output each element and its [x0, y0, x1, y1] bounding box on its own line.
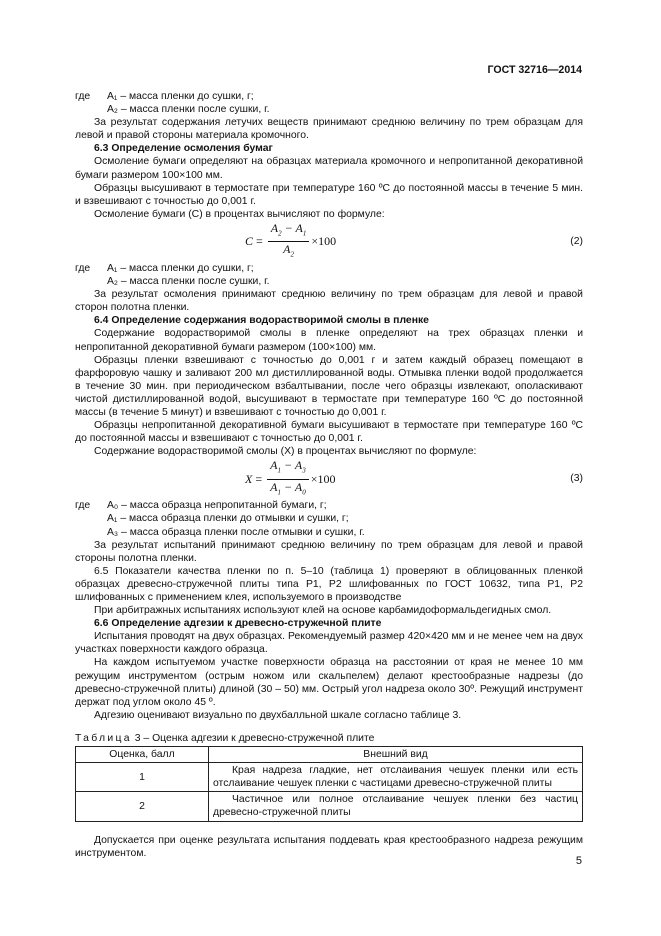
paragraph-6-4-3: Образцы непропитанной декоративной бумаги высушивают в термостате при температуре 160 ºС до постоянной массы и взвешивают с точностью до 0,001 г. [75, 420, 583, 445]
table-row [76, 763, 583, 792]
paragraph-final-note: Допускается при оценке результата испытания поддевать края крестообразного надреза режущим инструментом. [75, 834, 583, 859]
paragraph-6-4-5: За результат испытаний принимают среднюю величину по трем образцам для левой и правой стороны полотна пленки. [75, 539, 583, 564]
paragraph-6-5-2: При арбитражных испытаниях используют клей на основе карбамидоформальдегидных смол. [94, 605, 552, 617]
paragraph-6-4-2: Образцы пленки взвешивают с точностью до 0,001 г и затем каждый образец помещают в фарфоровую чашку и заливают 200 мл дистиллированной воды. Отмывка пленки водой продолжается в течение 30 мин. при периодическом взбалтывании, после чего образцы извлекают, ополаскивают чистой дистиллированной водой, высушивают в термостате при температуре 160 ºС до постоянной массы (в течение 5 минут) и взвешивают с точностью до 0,001 г. [75, 354, 583, 418]
where-block-1 [75, 90, 583, 103]
table-row [76, 792, 583, 821]
formula-number-2: (2) [570, 235, 583, 247]
where-block-3 [75, 499, 583, 512]
paragraph-6-6-2: На каждом испытуемом участке поверхности образца на расстоянии от края не менее 10 мм режущим инструментом (острым ножом или скальпелем) делают крестообразные надрезы (до древесно-стружечной плиты) длиной (30 – 50) мм. Острый угол надреза около 30º. Режущий инструмент держат под углом около 45 º. [75, 657, 583, 708]
table-caption-text: 3 – Оценка адгезии к древесно-стружечной плите [134, 732, 375, 744]
table-caption-word: Таблица [75, 732, 132, 744]
paragraph-6-6-3: Адгезию оценивают визуально по двухбалльной шкале согласно таблице 3. [94, 709, 462, 721]
heading-6-3: 6.3 Определение осмоления бумаг [94, 143, 273, 155]
paragraph-volatile: За результат содержания летучих веществ принимают среднюю величину по трем образцам для левой и правой стороны материала кромочного. [75, 117, 583, 142]
where-item-a1: A₁ – масса пленки до сушки, г; [107, 91, 254, 102]
page-content [75, 90, 583, 860]
table-3-caption [75, 732, 583, 745]
column-header-score: Оценка, балл [76, 747, 209, 763]
column-header-appearance: Внешний вид [209, 747, 583, 763]
paragraph-6-4-1: Содержание водорастворимой смолы в пленке определяют на трех образцах пленки и непропитанной декоративной бумаги размером (100×100) мм. [75, 328, 583, 353]
paragraph-6-4-4: Содержание водорастворимой смолы (Х) в процентах вычисляют по формуле: [94, 446, 477, 458]
where-block-2 [75, 262, 583, 275]
paragraph-6-3-4: За результат осмоления принимают среднюю величину по трем образцам для левой и правой сторон полотна пленки. [75, 289, 583, 314]
where-word: где [75, 500, 91, 512]
cell-appearance: Края надреза гладкие, нет отслаивания чешуек пленки или есть отслаивание чешуек пленки с частицами древесно-стружечной плиты [209, 763, 583, 792]
heading-6-6: 6.6 Определение адгезии к древесно-стружечной плите [94, 618, 382, 630]
page-number: 5 [575, 855, 582, 867]
formula-2: C = $\frac{A_2 - A_1}{A_2}$ ×100 (2) [245, 220, 583, 259]
cell-score: 1 [76, 763, 209, 792]
paragraph-6-6-1: Испытания проводят на двух образцах. Рекомендуемый размер 420×420 мм и не менее чем на двух участках поверхности каждого образца. [75, 631, 583, 656]
paragraph-6-3-1: Осмоление бумаги определяют на образцах материала кромочного и непропитанной декоративной бумаги размером 100×100 мм. [75, 156, 583, 181]
where-item-a2: A₂ – масса пленки после сушки, г. [107, 104, 270, 116]
table-3 [75, 746, 583, 821]
heading-6-4: 6.4 Определение содержания водорастворимой смолы в пленке [94, 315, 429, 327]
paragraph-6-5-1: 6.5 Показатели качества пленки по п. 5–10 (таблица 1) проверяют в облицованных пленкой образцах древесно-стружечной плиты типа Р1, Р2 шлифованных по ГОСТ 10632, типа Р1, Р2 шлифованных с применением клея, используемого в производстве [75, 565, 583, 603]
table-header-row [76, 747, 583, 763]
formula-number-3: (3) [570, 473, 583, 485]
paragraph-6-3-2: Образцы высушивают в термостате при температуре 160 ºС до постоянной массы в течение 5 мин. и взвешивают с точностью до 0,001 г. [75, 182, 583, 207]
paragraph-6-3-3: Осмоление бумаги (С) в процентах вычисляют по формуле: [94, 208, 385, 220]
where-item-a2: A₂ – масса пленки после сушки, г. [107, 276, 270, 288]
where-item-a0: A₀ – масса образца непропитанной бумаги, г; [107, 500, 327, 512]
where-word: где [75, 91, 91, 102]
cell-score: 2 [76, 792, 209, 821]
where-item-a1: A₁ – масса образца пленки до отмывки и сушки, г; [107, 513, 349, 525]
where-item-a3: A₃ – масса образца пленки после отмывки и сушки, г. [107, 526, 365, 538]
where-word: где [75, 262, 91, 274]
where-item-a1: A₁ – масса пленки до сушки, г; [107, 262, 254, 274]
standard-header: ГОСТ 32716—2014 [487, 64, 582, 76]
formula-3: X = $\frac{A_1 - A_3}{A_1 - A_0}$ ×100 (3) [245, 458, 583, 497]
cell-appearance: Частичное или полное отслаивание чешуек пленки без частиц древесно-стружечной плиты [209, 792, 583, 821]
